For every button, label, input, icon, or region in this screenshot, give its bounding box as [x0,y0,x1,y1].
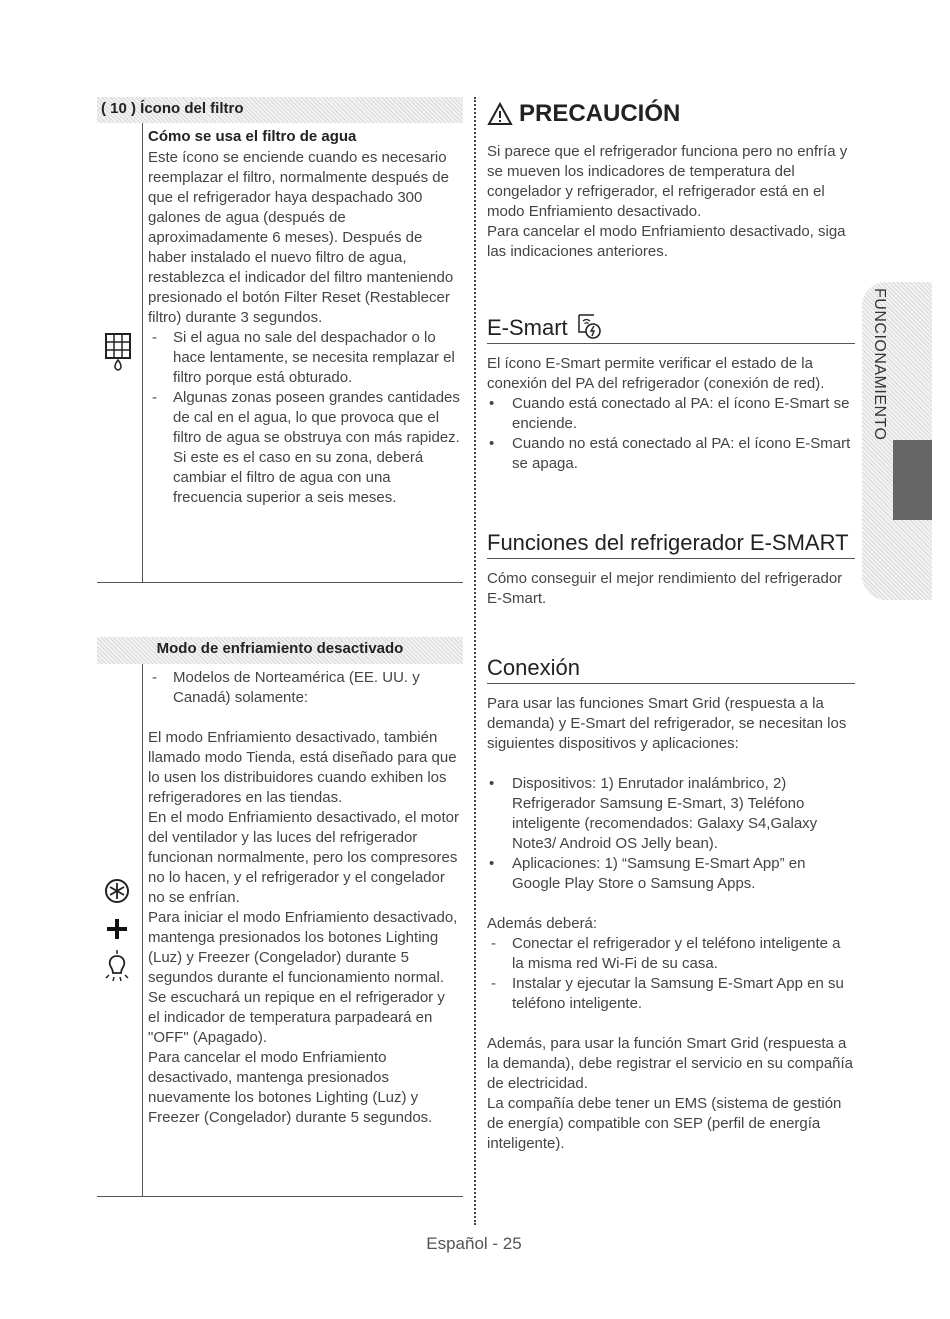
warning-icon [487,102,513,126]
connection-intro: Para usar las funciones Smart Grid (respuesta a la demanda) y E-Smart del refrigerador, se necesitan los siguientes dispositivos y aplicaciones: [487,695,847,752]
list-item: - Modelos de Norteamérica (EE. UU. y Canadá) solamente: [148,668,460,708]
list-item: • Dispositivos: 1) Enrutador inalámbrico, 2) Refrigerador Samsung E-Smart, 3) Teléfono inteligente (recomendados: Galaxy S4,Galaxy Note3/ Android OS Jelly bean). [487,774,855,854]
filter-icon [104,332,132,372]
filter-table-bottom [97,582,463,583]
precaution-title [487,100,857,128]
cooling-body: El modo Enfriamiento desactivado, también llamado modo Tienda, está diseñado para que lo usen los distribuidores cuando exhiben los refrigeradores en las tiendas. En el modo Enfriamiento desactivado, el motor del ventilador y las luces del refrigerador funcionan normalmente, pero los compresores no lo hacen, y el refrigerador y el congelador no se enfrían. Para iniciar el modo Enfriamiento desactivado, mantenga presionados los botones Lighting (Luz) y Freezer (Congelador) durante 5 segundos durante el funcionamiento normal. Se escuchará un repique en el refrigerador y el indicador de temperatura parpadeará en "OFF" (Apagado). Para cancelar el modo Enfriamiento desactivado, mantenga presionados nuevamente los botones Lighting (Luz) y Freezer (Congelador) durante 5 segundos. [148,729,459,1126]
esmart-list [487,394,855,474]
filter-list [148,328,460,508]
filter-section-header [97,97,463,123]
side-tab-dark [893,440,932,520]
list-item: - Instalar y ejecutar la Samsung E-Smart App en su teléfono inteligente. [487,974,855,1014]
cooling-off-header-text: Modo de enfriamiento desactivado [156,640,404,657]
light-icon [102,950,132,984]
list-item: - Algunas zonas poseen grandes cantidades de cal en el agua, lo que provoca que el filtro de agua se obstruya con más rapidez. Si este es el caso en su zona, deberá cambiar el filtro de agua con una frecuencia superior a seis meses. [148,388,460,508]
filter-body: Este ícono se enciende cuando es necesario reemplazar el filtro, normalmente después de que el refrigerador haya despachado 300 galones de agua (después de aproximadamente 6 meses). Después de haber instalado el nuevo filtro de agua, restablezca el indicador del filtro manteniendo presionado el botón Filter Reset (Restablecer filtro) durante 3 segundos. [148,149,454,326]
esmart-body: El ícono E-Smart permite verificar el estado de la conexión del PA del refrigerador (conexión de red). [487,355,825,392]
list-item: • Cuando está conectado al PA: el ícono E-Smart se enciende. [487,394,855,434]
precaution-title-text: PRECAUCIÓN [519,100,681,127]
filter-table-divider [142,123,143,583]
column-divider [474,97,476,1225]
esmart-title [487,312,855,344]
filter-subtitle: Cómo se usa el filtro de agua [148,128,357,145]
list-item: • Aplicaciones: 1) “Samsung E-Smart App” en Google Play Store o Samsung Apps. [487,854,855,894]
precaution-body: Si parece que el refrigerador funciona pero no enfría y se mueven los indicadores de temperatura del congelador y refrigerador, el refrigerador está en el modo Enfriamiento desactivado. Para cancelar el modo Enfriamiento desactivado, siga las indicaciones anteriores. [487,143,848,260]
cooling-off-header [97,637,463,664]
cooling-icon [104,878,130,904]
side-tab-label: FUNCIONAMIENTO [871,288,888,441]
page-footer: Español - 25 [426,1234,522,1253]
list-item: - Si el agua no sale del despachador o lo hace lentamente, se necesita remplazar el filtro porque está obturado. [148,328,460,388]
cooling-list [148,668,460,708]
esmart-icon [576,312,604,340]
functions-title: Funciones del refrigerador E-SMART [487,530,855,559]
cooling-table-divider [142,664,143,1197]
functions-body: Cómo conseguir el mejor rendimiento del refrigerador E-Smart. [487,570,843,607]
connection-list [487,774,855,894]
esmart-title-text: E-Smart [487,315,568,340]
connection-also: Además deberá: [487,915,598,932]
connection-steps [487,934,855,1014]
list-item: • Cuando no está conectado al PA: el ícono E-Smart se apaga. [487,434,855,474]
connection-outro: Además, para usar la función Smart Grid (respuesta a la demanda), debe registrar el servicio en su compañía de electricidad. La compañía debe tener un EMS (sistema de gestión de energía) compatible con SEP (perfil de energía inteligente). [487,1035,854,1152]
connection-title: Conexión [487,655,855,684]
filter-section-header-text: ( 10 ) Ícono del filtro [101,100,244,117]
cooling-table-bottom [97,1196,463,1197]
list-item: - Conectar el refrigerador y el teléfono inteligente a la misma red Wi-Fi de su casa. [487,934,855,974]
plus-icon [106,918,128,940]
